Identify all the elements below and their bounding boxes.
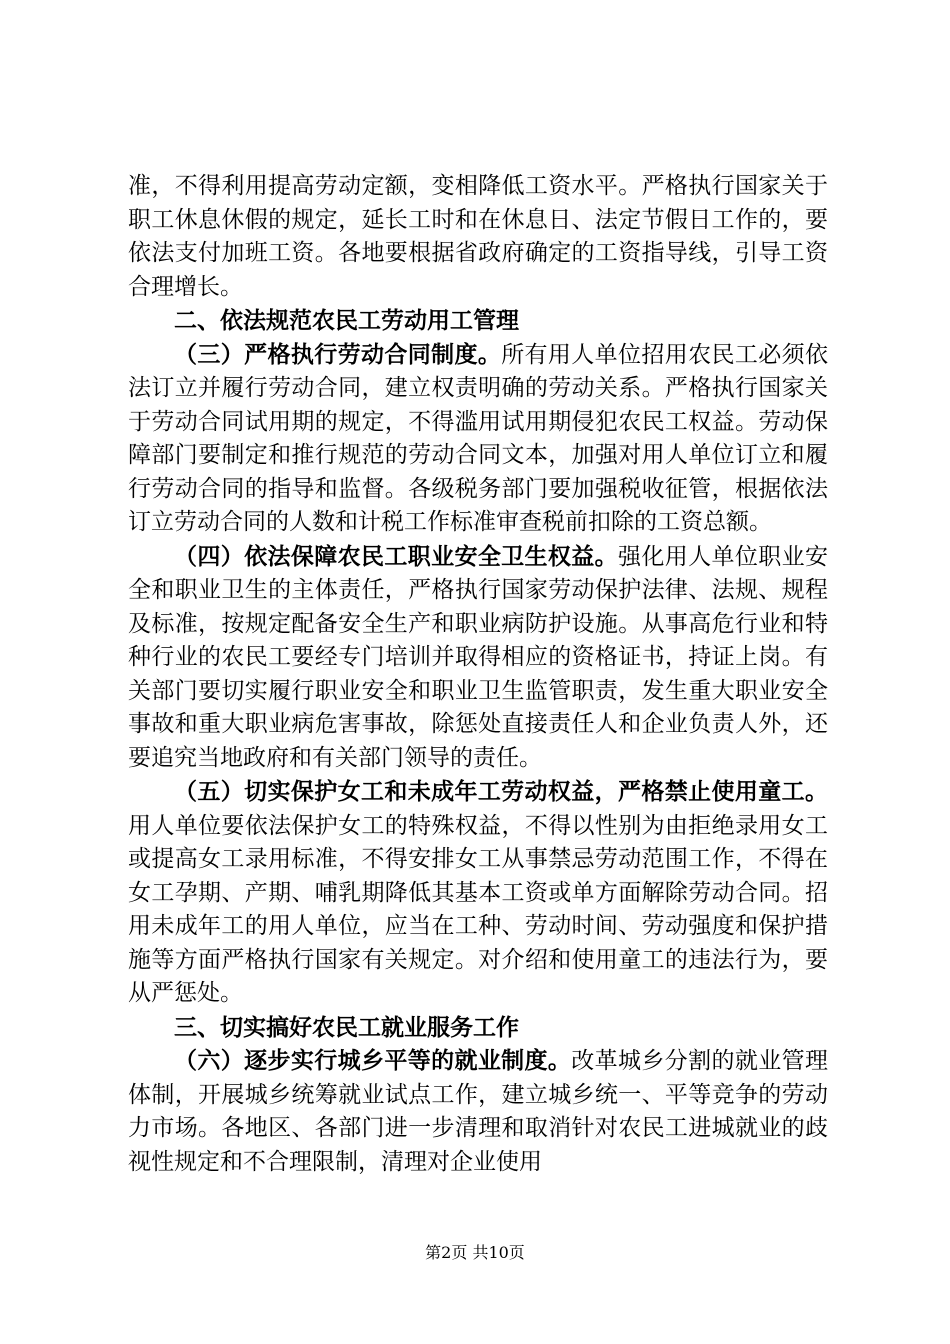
section-heading-3: 三、切实搞好农民工就业服务工作 <box>174 1013 519 1041</box>
item-4-body: 强化用人单位职业安全和职业卫生的主体责任，严格执行国家劳动保护法律、法规、规程及标准，按规定配备安全生产和职业病防护设施。从事高危行业和特种行业的农民工要经专门培训并取得相应的资格证书，持证上岗。有关部门要切实履行职业安全和职业卫生监管职责，发生重大职业安全事故和重大职业病危害事故，除惩处直接责任人和企业负责人外，还要追究当地政府和有关部门领导的责任。 <box>128 543 829 771</box>
item-5-body: 用人单位要依法保护女工的特殊权益，不得以性别为由拒绝录用女工或提高女工录用标准，不得安排女工从事禁忌劳动范围工作，不得在女工孕期、产期、哺乳期降低其基本工资或单方面解除劳动合同。招用未成年工的用人单位，应当在工种、劳动时间、劳动强度和保护措施等方面严格执行国家有关规定。对介绍和使用童工的违法行为，要从严惩处。 <box>128 812 828 1006</box>
paragraph-item-5 <box>128 775 828 1011</box>
item-4-lead: （四）依法保障农民工职业安全卫生权益。 <box>174 542 619 570</box>
intro-paragraph: 准，不得利用提高劳动定额，变相降低工资水平。严格执行国家关于职工休息休假的规定，延长工时和在休息日、法定节假日工作的，要依法支付加班工资。各地要根据省政府确定的工资指导线，引导工资合理增长。 <box>128 173 828 300</box>
page-number-footer: 第2页 共10页 <box>425 1243 525 1262</box>
paragraph-item-6 <box>128 1044 828 1179</box>
document-body <box>128 170 828 1179</box>
item-3-lead: （三）严格执行劳动合同制度。 <box>174 340 502 368</box>
section-heading-2: 二、依法规范农民工劳动用工管理 <box>174 307 519 334</box>
item-6-body: 改革城乡分割的就业管理体制，开展城乡统筹就业试点工作，建立城乡统一、平等竞争的劳动力市场。各地区、各部门进一步清理和取消针对农民工进城就业的歧视性规定和不合理限制，清理对企业使用 <box>128 1048 829 1175</box>
item-6-lead: （六）逐步实行城乡平等的就业制度。 <box>174 1047 572 1074</box>
paragraph-item-3 <box>128 338 828 540</box>
item-5-lead: （五）切实保护女工和未成年工劳动权益，严格禁止使用童工。 <box>174 778 828 805</box>
item-3-body: 所有用人单位招用农民工必须依法订立并履行劳动合同，建立权责明确的劳动关系。严格执行国家关于劳动合同试用期的规定，不得滥用试用期侵犯农民工权益。劳动保障部门要制定和推行规范的劳动合同文本，加强对用人单位订立和履行劳动合同的指导和监督。各级税务部门要加强税收征管，根据依法订立劳动合同的人数和计税工作标准审查税前扣除的工资总额。 <box>128 341 829 535</box>
paragraph-item-4 <box>128 540 828 776</box>
